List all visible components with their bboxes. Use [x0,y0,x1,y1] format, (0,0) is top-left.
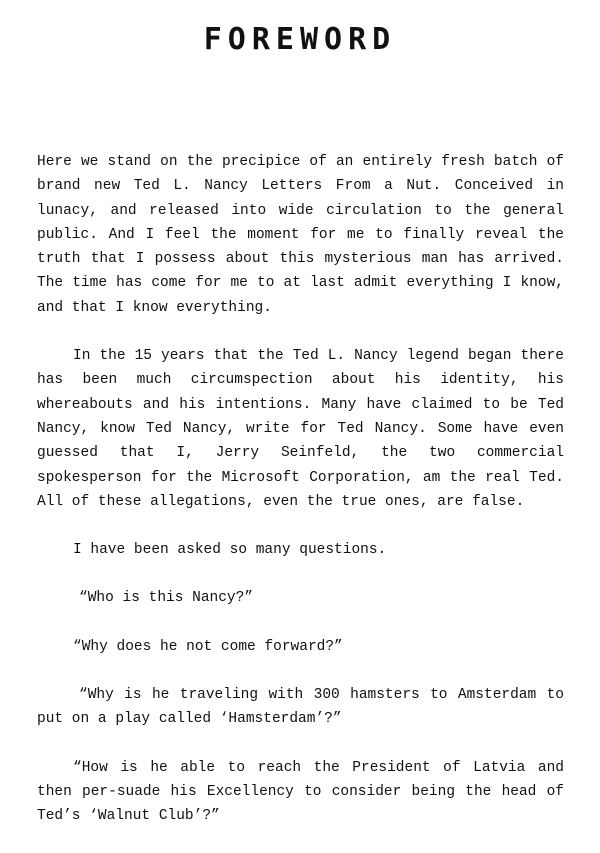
quote-why-not-forward: “Why does he not come forward?” [73,638,343,655]
paragraph-legend: In the 15 years that the Ted L. Nancy legend began there has been much circumspection about his identity, his whereabouts and his intentions. Many have claimed to be Ted Nancy, know Ted Nancy, write for Ted Nancy. Some have even guessed that I, Jerry Seinfeld, the two commercial spokesperson for the Microsoft Corporation, am the real Ted. All of these allegations, even the true ones, are false. [37,348,564,510]
quote-latvia: “How is he able to reach the President of Latvia and then per-suade his Excellency to consider being the head of Ted’s ‘Walnut Club’?” [37,759,564,825]
page-title: FOREWORD [203,22,397,57]
quote-hamsters: “Why is he traveling with 300 hamsters to Amsterdam to put on a play called ‘Hamsterdam’?” [37,687,564,728]
quote-who: “Who is this Nancy?” [79,590,254,607]
paragraph-intro: Here we stand on the precipice of an entirely fresh batch of brand new Ted L. Nancy Letters From a Nut. Conceived in lunacy, and released into wide circulation to the general public. And I feel the moment for me to finally reveal the truth that I possess about this mysterious man has arrived. The time has come for me to at last admit everything I know, and that I know everything. [37,154,564,316]
paragraph-questions: I have been asked so many questions. [73,542,387,559]
foreword-body [37,150,564,853]
